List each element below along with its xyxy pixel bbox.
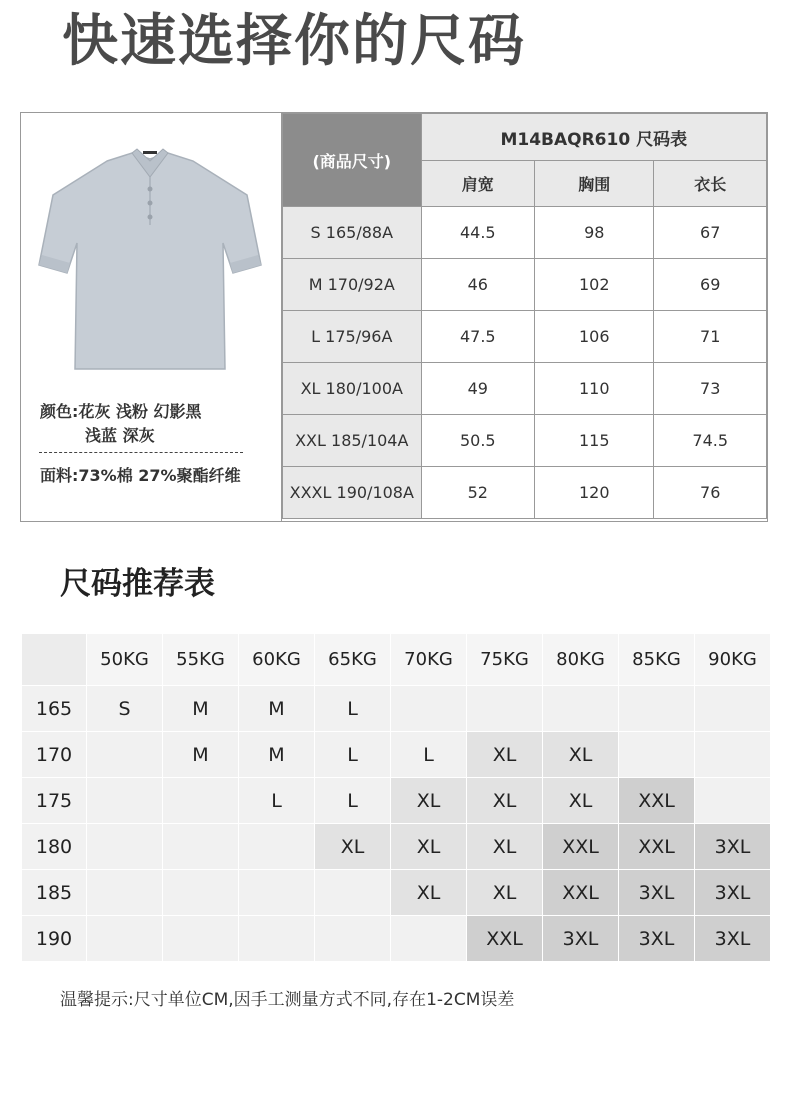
empty-cell	[315, 916, 390, 961]
recommended-size-cell: XXL	[467, 916, 542, 961]
measurement-note: 温馨提示:尺寸单位CM,因手工测量方式不同,存在1-2CM误差	[60, 990, 515, 1010]
recommended-size-cell: XL	[467, 870, 542, 915]
empty-cell	[619, 732, 694, 777]
recommended-size-cell: XL	[315, 824, 390, 869]
weight-header: 50KG	[87, 634, 162, 685]
recommended-size-cell: XL	[467, 778, 542, 823]
measurement-cell: 76	[654, 467, 767, 519]
fabric-label: 面料:73%棉 27%聚酯纤维	[40, 466, 241, 485]
measurement-cell: 74.5	[654, 415, 767, 467]
size-row	[283, 259, 767, 311]
empty-cell	[467, 686, 542, 731]
recommended-size-cell: XXL	[619, 824, 694, 869]
size-row	[283, 363, 767, 415]
measurement-cell: 52	[421, 467, 535, 519]
recommended-size-cell: XXL	[543, 824, 618, 869]
recommendation-grid	[22, 634, 768, 955]
empty-cell	[391, 686, 466, 731]
dashed-divider	[39, 452, 243, 453]
recommended-size-cell: M	[163, 732, 238, 777]
size-label: XL 180/100A	[283, 363, 422, 415]
recommended-size-cell: S	[87, 686, 162, 731]
recommended-size-cell: 3XL	[695, 916, 770, 961]
color-options-label: 颜色:花灰 浅粉 幻影黑	[40, 402, 202, 421]
height-label: 175	[22, 778, 86, 823]
size-row	[283, 311, 767, 363]
weight-header: 75KG	[467, 634, 542, 685]
measurement-cell: 98	[535, 207, 654, 259]
recommended-size-cell: L	[239, 778, 314, 823]
recommended-size-cell: XL	[391, 870, 466, 915]
recommended-size-cell: 3XL	[695, 870, 770, 915]
recommended-size-cell: XL	[543, 778, 618, 823]
size-label: XXXL 190/108A	[283, 467, 422, 519]
measurement-cell: 73	[654, 363, 767, 415]
column-header: 肩宽	[421, 161, 535, 207]
recommended-size-cell: XL	[543, 732, 618, 777]
polo-shirt-image	[35, 147, 265, 379]
empty-cell	[163, 916, 238, 961]
weight-header: 80KG	[543, 634, 618, 685]
measurement-cell: 44.5	[421, 207, 535, 259]
size-label: XXL 185/104A	[283, 415, 422, 467]
size-row	[283, 467, 767, 519]
product-panel	[21, 113, 282, 521]
weight-header: 65KG	[315, 634, 390, 685]
weight-header: 70KG	[391, 634, 466, 685]
measurement-cell: 50.5	[421, 415, 535, 467]
recommended-size-cell: 3XL	[619, 916, 694, 961]
empty-cell	[695, 778, 770, 823]
measurement-cell: 47.5	[421, 311, 535, 363]
size-chart-block	[20, 112, 768, 522]
size-table-title: M14BAQR610 尺码表	[421, 114, 766, 161]
height-label: 190	[22, 916, 86, 961]
column-header: 胸围	[535, 161, 654, 207]
empty-cell	[391, 916, 466, 961]
recommended-size-cell: 3XL	[619, 870, 694, 915]
height-label: 165	[22, 686, 86, 731]
measurement-cell: 110	[535, 363, 654, 415]
empty-cell	[87, 916, 162, 961]
recommended-size-cell: XXL	[619, 778, 694, 823]
measurement-cell: 67	[654, 207, 767, 259]
empty-cell	[163, 870, 238, 915]
empty-cell	[87, 778, 162, 823]
empty-cell	[695, 686, 770, 731]
weight-header: 90KG	[695, 634, 770, 685]
grid-corner	[22, 634, 86, 685]
recommended-size-cell: XXL	[543, 870, 618, 915]
recommended-size-cell: L	[391, 732, 466, 777]
empty-cell	[163, 824, 238, 869]
size-label: L 175/96A	[283, 311, 422, 363]
size-label: M 170/92A	[283, 259, 422, 311]
recommended-size-cell: L	[315, 732, 390, 777]
size-row	[283, 207, 767, 259]
empty-cell	[87, 732, 162, 777]
recommended-size-cell: M	[239, 686, 314, 731]
recommended-size-cell: M	[239, 732, 314, 777]
recommended-size-cell: XL	[467, 732, 542, 777]
column-header: 衣长	[654, 161, 767, 207]
height-label: 180	[22, 824, 86, 869]
empty-cell	[163, 778, 238, 823]
recommendation-title: 尺码推荐表	[60, 566, 215, 602]
measurement-cell: 69	[654, 259, 767, 311]
recommended-size-cell: L	[315, 778, 390, 823]
empty-cell	[239, 824, 314, 869]
empty-cell	[695, 732, 770, 777]
color-options-label-2: 浅蓝 深灰	[85, 426, 155, 445]
empty-cell	[543, 686, 618, 731]
empty-cell	[87, 870, 162, 915]
page-title: 快速选择你的尺码	[62, 9, 526, 74]
weight-header: 60KG	[239, 634, 314, 685]
size-header: (商品尺寸)	[283, 114, 422, 207]
measurement-cell: 49	[421, 363, 535, 415]
recommended-size-cell: 3XL	[543, 916, 618, 961]
empty-cell	[619, 686, 694, 731]
weight-header: 85KG	[619, 634, 694, 685]
empty-cell	[87, 824, 162, 869]
recommended-size-cell: XL	[467, 824, 542, 869]
recommended-size-cell: XL	[391, 778, 466, 823]
height-label: 170	[22, 732, 86, 777]
recommended-size-cell: 3XL	[695, 824, 770, 869]
measurement-cell: 46	[421, 259, 535, 311]
measurement-cell: 71	[654, 311, 767, 363]
size-row	[283, 415, 767, 467]
recommended-size-cell: XL	[391, 824, 466, 869]
size-label: S 165/88A	[283, 207, 422, 259]
measurement-cell: 106	[535, 311, 654, 363]
empty-cell	[239, 870, 314, 915]
empty-cell	[315, 870, 390, 915]
empty-cell	[239, 916, 314, 961]
recommended-size-cell: L	[315, 686, 390, 731]
measurement-cell: 115	[535, 415, 654, 467]
height-label: 185	[22, 870, 86, 915]
weight-header: 55KG	[163, 634, 238, 685]
measurement-cell: 120	[535, 467, 654, 519]
recommended-size-cell: M	[163, 686, 238, 731]
measurement-cell: 102	[535, 259, 654, 311]
size-table	[282, 113, 767, 519]
